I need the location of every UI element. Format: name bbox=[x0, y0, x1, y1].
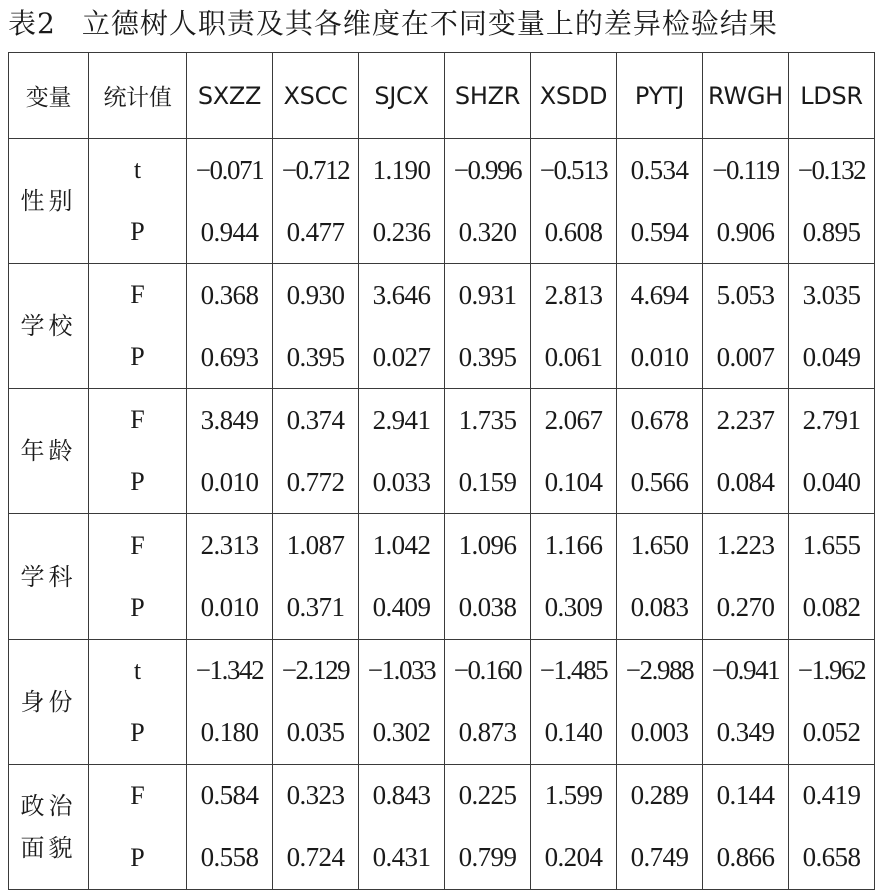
value-cell: 1.223 bbox=[703, 514, 789, 577]
statistic-cell: F bbox=[89, 764, 187, 827]
value-cell: 0.104 bbox=[531, 451, 617, 514]
statistic-cell: P bbox=[89, 577, 187, 640]
value-cell: 0.082 bbox=[789, 577, 875, 640]
table-row bbox=[9, 639, 875, 702]
column-header: 变量 bbox=[9, 53, 89, 139]
value-cell: −2.988 bbox=[617, 639, 703, 702]
value-cell: 0.323 bbox=[273, 764, 359, 827]
statistic-cell: F bbox=[89, 264, 187, 327]
value-cell: 0.083 bbox=[617, 577, 703, 640]
table-number: 表2 bbox=[8, 7, 56, 40]
column-header: 统计值 bbox=[89, 53, 187, 139]
statistic-cell: P bbox=[89, 702, 187, 765]
statistic-cell: t bbox=[89, 139, 187, 202]
value-cell: 0.866 bbox=[703, 827, 789, 890]
value-cell: −0.513 bbox=[531, 139, 617, 202]
statistic-cell: F bbox=[89, 514, 187, 577]
value-cell: 0.693 bbox=[187, 326, 273, 389]
value-cell: 4.694 bbox=[617, 264, 703, 327]
column-header: SJCX bbox=[359, 53, 445, 139]
value-cell: 0.608 bbox=[531, 201, 617, 264]
value-cell: 0.270 bbox=[703, 577, 789, 640]
value-cell: 0.724 bbox=[273, 827, 359, 890]
value-cell: 1.650 bbox=[617, 514, 703, 577]
value-cell: 0.010 bbox=[187, 451, 273, 514]
statistic-cell: t bbox=[89, 639, 187, 702]
value-cell: 2.813 bbox=[531, 264, 617, 327]
value-cell: 2.067 bbox=[531, 389, 617, 452]
value-cell: 0.944 bbox=[187, 201, 273, 264]
value-cell: 3.035 bbox=[789, 264, 875, 327]
value-cell: 0.040 bbox=[789, 451, 875, 514]
table-row bbox=[9, 514, 875, 577]
value-cell: 0.558 bbox=[187, 827, 273, 890]
value-cell: 0.033 bbox=[359, 451, 445, 514]
value-cell: 2.237 bbox=[703, 389, 789, 452]
value-cell: 0.084 bbox=[703, 451, 789, 514]
value-cell: 0.302 bbox=[359, 702, 445, 765]
value-cell: −1.033 bbox=[359, 639, 445, 702]
table-body bbox=[9, 139, 875, 890]
variable-cell: 学科 bbox=[9, 514, 89, 639]
value-cell: 1.166 bbox=[531, 514, 617, 577]
value-cell: 0.772 bbox=[273, 451, 359, 514]
value-cell: 1.190 bbox=[359, 139, 445, 202]
table-row bbox=[9, 264, 875, 327]
value-cell: 0.180 bbox=[187, 702, 273, 765]
variable-cell: 性别 bbox=[9, 139, 89, 264]
value-cell: 0.027 bbox=[359, 326, 445, 389]
table-row bbox=[9, 764, 875, 827]
value-cell: 3.849 bbox=[187, 389, 273, 452]
value-cell: 0.236 bbox=[359, 201, 445, 264]
value-cell: 0.007 bbox=[703, 326, 789, 389]
value-cell: 1.655 bbox=[789, 514, 875, 577]
column-header: PYTJ bbox=[617, 53, 703, 139]
value-cell: 0.159 bbox=[445, 451, 531, 514]
variable-cell: 学校 bbox=[9, 264, 89, 389]
results-table bbox=[8, 52, 875, 890]
value-cell: −0.160 bbox=[445, 639, 531, 702]
value-cell: 0.309 bbox=[531, 577, 617, 640]
value-cell: 0.873 bbox=[445, 702, 531, 765]
table-caption bbox=[8, 4, 778, 44]
value-cell: 0.010 bbox=[187, 577, 273, 640]
value-cell: −0.119 bbox=[703, 139, 789, 202]
value-cell: −2.129 bbox=[273, 639, 359, 702]
value-cell: 0.584 bbox=[187, 764, 273, 827]
value-cell: 3.646 bbox=[359, 264, 445, 327]
table-row bbox=[9, 389, 875, 452]
value-cell: 0.395 bbox=[445, 326, 531, 389]
value-cell: 0.289 bbox=[617, 764, 703, 827]
table-row bbox=[9, 702, 875, 765]
value-cell: 0.749 bbox=[617, 827, 703, 890]
value-cell: 1.735 bbox=[445, 389, 531, 452]
column-header: SXZZ bbox=[187, 53, 273, 139]
value-cell: −0.996 bbox=[445, 139, 531, 202]
value-cell: 0.930 bbox=[273, 264, 359, 327]
value-cell: −0.071 bbox=[187, 139, 273, 202]
value-cell: 0.144 bbox=[703, 764, 789, 827]
value-cell: 0.320 bbox=[445, 201, 531, 264]
statistic-cell: P bbox=[89, 201, 187, 264]
value-cell: 1.042 bbox=[359, 514, 445, 577]
value-cell: 2.313 bbox=[187, 514, 273, 577]
value-cell: 0.906 bbox=[703, 201, 789, 264]
header-row bbox=[9, 53, 875, 139]
statistic-cell: P bbox=[89, 451, 187, 514]
value-cell: 0.895 bbox=[789, 201, 875, 264]
value-cell: 1.599 bbox=[531, 764, 617, 827]
value-cell: 0.049 bbox=[789, 326, 875, 389]
statistic-cell: P bbox=[89, 326, 187, 389]
column-header: RWGH bbox=[703, 53, 789, 139]
variable-cell: 身份 bbox=[9, 639, 89, 764]
table-row bbox=[9, 326, 875, 389]
value-cell: 0.204 bbox=[531, 827, 617, 890]
variable-cell: 政治面貌 bbox=[9, 764, 89, 889]
statistic-cell: P bbox=[89, 827, 187, 890]
column-header: XSCC bbox=[273, 53, 359, 139]
value-cell: 2.791 bbox=[789, 389, 875, 452]
value-cell: 0.038 bbox=[445, 577, 531, 640]
value-cell: 0.931 bbox=[445, 264, 531, 327]
value-cell: 0.349 bbox=[703, 702, 789, 765]
value-cell: 1.096 bbox=[445, 514, 531, 577]
value-cell: −0.132 bbox=[789, 139, 875, 202]
value-cell: 0.534 bbox=[617, 139, 703, 202]
value-cell: −0.712 bbox=[273, 139, 359, 202]
value-cell: 0.678 bbox=[617, 389, 703, 452]
value-cell: −1.962 bbox=[789, 639, 875, 702]
value-cell: 0.409 bbox=[359, 577, 445, 640]
statistic-cell: F bbox=[89, 389, 187, 452]
column-header: XSDD bbox=[531, 53, 617, 139]
value-cell: 0.395 bbox=[273, 326, 359, 389]
variable-cell: 年龄 bbox=[9, 389, 89, 514]
column-header: SHZR bbox=[445, 53, 531, 139]
value-cell: 0.052 bbox=[789, 702, 875, 765]
value-cell: 0.225 bbox=[445, 764, 531, 827]
table-row bbox=[9, 451, 875, 514]
value-cell: 0.799 bbox=[445, 827, 531, 890]
value-cell: 0.658 bbox=[789, 827, 875, 890]
table-row bbox=[9, 201, 875, 264]
value-cell: 1.087 bbox=[273, 514, 359, 577]
value-cell: 0.843 bbox=[359, 764, 445, 827]
value-cell: 0.140 bbox=[531, 702, 617, 765]
value-cell: −1.485 bbox=[531, 639, 617, 702]
value-cell: −1.342 bbox=[187, 639, 273, 702]
table-row bbox=[9, 827, 875, 890]
value-cell: 0.566 bbox=[617, 451, 703, 514]
value-cell: −0.941 bbox=[703, 639, 789, 702]
value-cell: 0.035 bbox=[273, 702, 359, 765]
value-cell: 0.368 bbox=[187, 264, 273, 327]
value-cell: 0.010 bbox=[617, 326, 703, 389]
value-cell: 5.053 bbox=[703, 264, 789, 327]
value-cell: 0.003 bbox=[617, 702, 703, 765]
table-title: 立德树人职责及其各维度在不同变量上的差异检验结果 bbox=[81, 7, 778, 40]
column-header: LDSR bbox=[789, 53, 875, 139]
value-cell: 0.431 bbox=[359, 827, 445, 890]
table-row bbox=[9, 577, 875, 640]
value-cell: 0.477 bbox=[273, 201, 359, 264]
value-cell: 0.061 bbox=[531, 326, 617, 389]
value-cell: 0.371 bbox=[273, 577, 359, 640]
value-cell: 0.419 bbox=[789, 764, 875, 827]
value-cell: 0.594 bbox=[617, 201, 703, 264]
table-row bbox=[9, 139, 875, 202]
value-cell: 2.941 bbox=[359, 389, 445, 452]
value-cell: 0.374 bbox=[273, 389, 359, 452]
